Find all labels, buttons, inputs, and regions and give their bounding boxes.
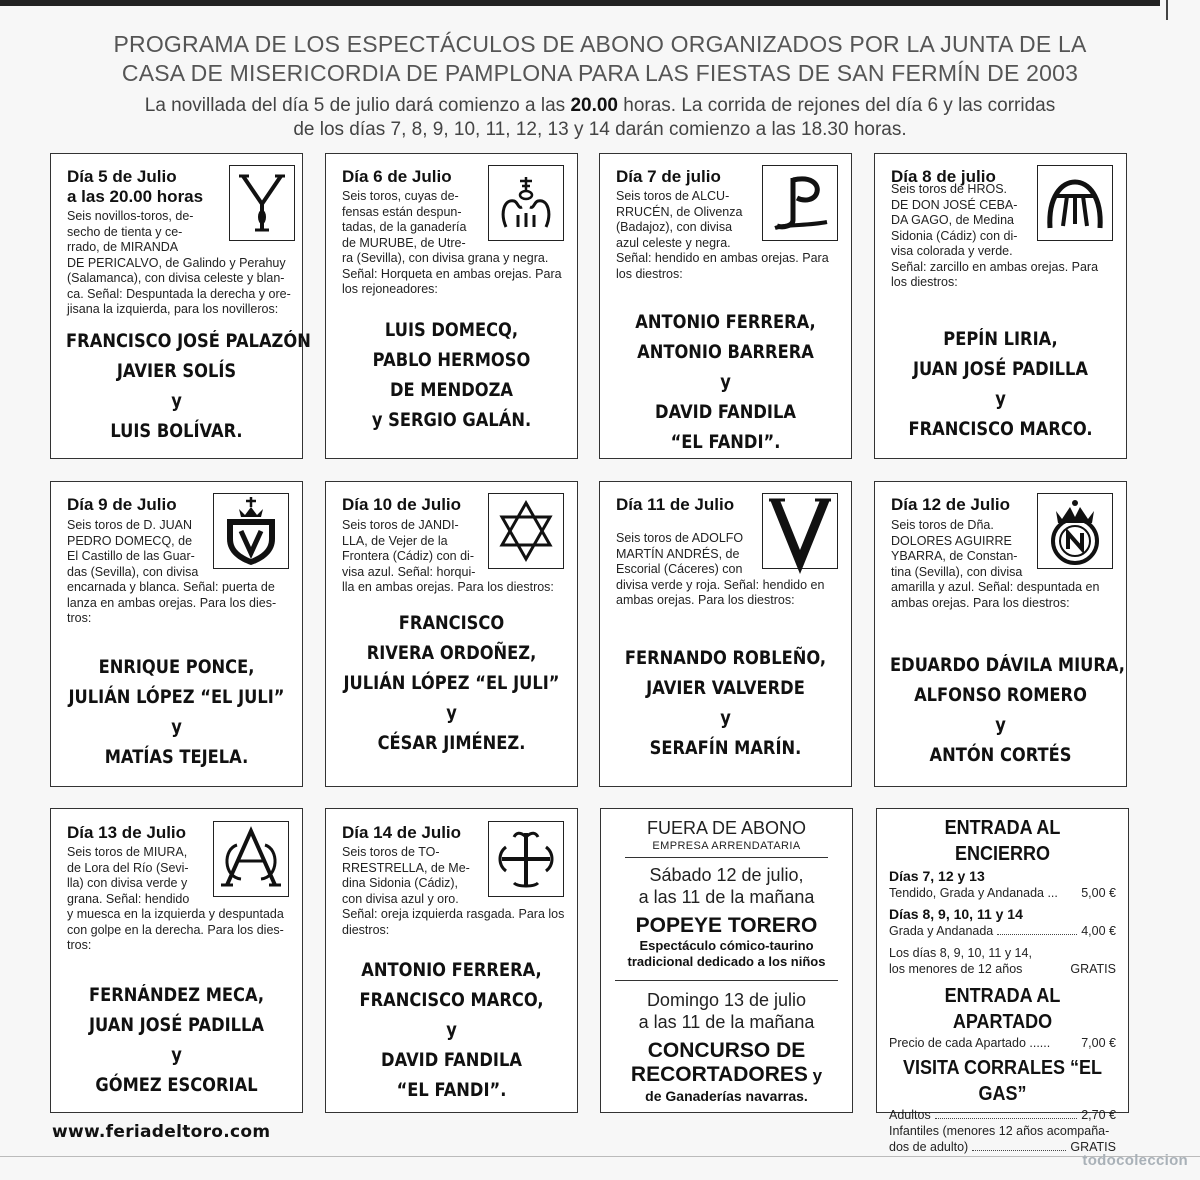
card-torero-names (615, 308, 836, 458)
description-line: encarnada y blanca. Señal: puerta de (67, 580, 275, 594)
bottom-rule (0, 1156, 1200, 1157)
description-line: DOLORES AGUIRRE (891, 533, 1012, 548)
event2-desc: de Ganaderías navarras. (645, 1088, 808, 1104)
event1-desc-1: Espectáculo cómico-taurino (639, 938, 814, 953)
event2-title-1: CONCURSO DE (647, 1039, 806, 1062)
description-line: con divisa azul y oro. (342, 891, 459, 906)
torero-name: JAVIER VALVERDE (646, 678, 805, 699)
description-line: tros: (67, 938, 92, 952)
card-day-title: Día 13 de Julio (67, 823, 187, 842)
card-description (342, 845, 565, 938)
torero-name: “EL FANDI”. (396, 1080, 507, 1101)
corrida-card (874, 153, 1127, 459)
conjunction: y (995, 715, 1006, 736)
event1-desc-2: tradicional dedicado a los niños (627, 954, 826, 969)
torero-name: ANTÓN CORTÉS (929, 745, 1072, 766)
description-line: El Castillo de las Guar- (67, 549, 195, 563)
torero-name: PABLO HERMOSO (372, 350, 531, 371)
description-line: Seis toros de ADOLFO (616, 531, 744, 545)
description-line: lanza en ambas orejas. Para los dies- (67, 595, 277, 610)
scan-edge-line (1166, 0, 1168, 20)
torero-name: EDUARDO DÁVILA MIURA, (890, 655, 1125, 676)
conjunction: y (171, 391, 182, 412)
description-line: los rejoneadores: (342, 282, 438, 296)
torero-name: SERAFÍN MARÍN. (649, 738, 802, 759)
torero-name: “EL FANDI”. (670, 432, 781, 453)
description-line: Señal: hendido en ambas orejas. Para (616, 251, 829, 265)
description-line: visa azul. Señal: horqui- (342, 564, 476, 579)
torero-name: JULIÁN LÓPEZ “EL JULI” (343, 673, 560, 694)
card-description (616, 189, 839, 282)
corrida-card (325, 153, 578, 459)
corrales-title: VISITA CORRALES “EL GAS” (902, 1057, 1103, 1105)
description-line: Señal: Horqueta en ambas orejas. Para (342, 266, 562, 281)
description-line: ra (Sevilla), con divisa grana y negra. (342, 251, 549, 265)
torero-name: RIVERA ORDOÑEZ, (366, 643, 537, 664)
card-torero-names (66, 981, 287, 1101)
torero-name: GÓMEZ ESCORIAL (95, 1075, 258, 1096)
card-torero-names (615, 644, 836, 764)
description-line: MARTÍN ANDRÉS, de (616, 546, 740, 561)
description-line: secho de tienta y ce- (67, 224, 183, 239)
torero-name: JAVIER SOLÍS (116, 361, 237, 382)
torero-name: FERNÁNDEZ MECA, (88, 985, 265, 1006)
description-line: (Badajoz), con divisa (616, 220, 733, 234)
torero-name: ANTONIO BARRERA (637, 342, 814, 363)
description-line: Sidonia (Cádiz) con di- (891, 228, 1018, 243)
title-line-2: CASA DE MISERICORDIA DE PAMPLONA PARA LAS FIESTAS DE SAN FERMÍN DE 2003 (121, 60, 1079, 86)
description-line: lla) con divisa verde y (67, 876, 188, 890)
description-line: fensas están despun- (342, 204, 462, 219)
event1-title: POPEYE TORERO (635, 914, 818, 937)
encierro-group1-row: Tendido, Grada y Andanada ... 5,00 € (889, 886, 1116, 900)
encierro-group3-row: los menores de 12 años GRATIS (889, 962, 1116, 976)
description-line: los diestros: (891, 275, 958, 289)
corrida-card (50, 153, 311, 459)
card-torero-names (66, 653, 287, 773)
description-line: das (Sevilla), con divisa (67, 564, 199, 579)
description-line: ambas orejas. Para los diestros: (616, 593, 795, 607)
card-description (616, 531, 839, 609)
description-line: y muesca en la izquierda y despuntada (67, 907, 284, 921)
corrida-card (325, 808, 578, 1113)
card-description (342, 518, 565, 596)
description-line: diestros: (342, 922, 390, 937)
conjunction: y (720, 372, 731, 393)
torero-name: JULIÁN LÓPEZ “EL JULI” (68, 687, 285, 708)
torero-name: LUIS DOMECQ, (384, 320, 519, 341)
card-torero-names (341, 609, 562, 759)
top-edge-bar (0, 0, 1200, 6)
torero-name: FRANCISCO JOSÉ PALAZÓN (66, 331, 311, 352)
event2-time: a las 11 de la mañana (638, 1012, 815, 1032)
description-line: Señal: zarcillo en ambas orejas. Para (891, 259, 1099, 274)
corrales-infantiles-line: Infantiles (menores 12 años acompaña- (889, 1124, 1110, 1138)
description-line: YBARRA, de Constan- (891, 549, 1018, 563)
schedule-line-2: de los días 7, 8, 9, 10, 11, 12, 13 y 14 darán comienzo a las 18.30 horas. (293, 119, 907, 140)
description-line: DE PERICALVO, de Galindo y Perahuy (67, 255, 286, 270)
card-torero-names (341, 316, 562, 436)
watermark: todocoleccion (1082, 1152, 1188, 1169)
description-line: PEDRO DOMECQ, de (67, 533, 193, 548)
card-torero-names (890, 325, 1111, 445)
torero-name: DAVID FANDILA (381, 1050, 522, 1071)
torero-name: FERNANDO ROBLEÑO, (624, 648, 827, 669)
description-line: visa colorada y verde. (891, 244, 1013, 258)
description-line: de MURUBE, de Utre- (342, 235, 466, 250)
card-torero-names (66, 327, 311, 447)
description-line: rrado, de MIRANDA (67, 240, 179, 254)
description-line: tina (Sevilla), con divisa (891, 564, 1023, 579)
event2-title-2: RECORTADORES y (630, 1063, 823, 1086)
conjunction: y (995, 389, 1006, 410)
conjunction: y (171, 1045, 182, 1066)
torero-name: DAVID FANDILA (655, 402, 796, 423)
description-line: Seis toros de MIURA, (67, 845, 188, 859)
fuera-de-abono-heading: FUERA DE ABONO (646, 818, 807, 838)
description-line: Señal: oreja izquierda rasgada. Para los (342, 907, 565, 921)
torero-name: CÉSAR JIMÉNEZ. (377, 733, 526, 754)
description-line: ca. Señal: Despuntada la derecha y ore- (67, 286, 291, 301)
event1-time: a las 11 de la mañana (638, 887, 815, 907)
encierro-group2-row: Grada y Andanada 4,00 € (889, 924, 1116, 938)
conjunction: y (720, 708, 731, 729)
encierro-group2-heading: Días 8, 9, 10, 11 y 14 (889, 906, 1023, 922)
description-line: Seis novillos-toros, de- (67, 209, 194, 223)
torero-name: FRANCISCO MARCO. (908, 419, 1093, 440)
description-line: Seis toros de JANDI- (342, 518, 459, 532)
description-line: amarilla y azul. Señal: despuntada en (891, 580, 1100, 594)
description-line: RRESTRELLA, de Me- (342, 860, 470, 875)
description-line: DE DON JOSÉ CEBA- (891, 197, 1018, 212)
description-line: DA GAGO, de Medina (891, 213, 1014, 227)
description-line: lla en ambas orejas. Para los diestros: (342, 580, 554, 594)
description-line: ambas orejas. Para los diestros: (891, 595, 1070, 610)
card-day-title: Día 10 de Julio (342, 495, 462, 514)
torero-name: JUAN JOSÉ PADILLA (88, 1015, 265, 1036)
conjunction: y (446, 1020, 457, 1041)
torero-name: ENRIQUE PONCE, (98, 657, 255, 678)
torero-name: ANTONIO FERRERA, (635, 312, 816, 333)
event1-date: Sábado 12 de julio, (649, 865, 804, 885)
card-description (67, 518, 290, 627)
apartado-row: Precio de cada Apartado ...... 7,00 € (889, 1036, 1116, 1050)
prices-card (876, 808, 1129, 1154)
card-day-title: Día 9 de Julio (67, 495, 177, 514)
apartado-title: ENTRADA AL APARTADO (944, 985, 1061, 1033)
card-description (891, 518, 1114, 611)
encierro-title: ENTRADA AL ENCIERRO (944, 817, 1061, 865)
description-line: (Salamanca), con divisa celeste y blan- (67, 271, 285, 285)
corrales-infantiles-row: dos de adulto) GRATIS (889, 1140, 1116, 1154)
description-line: tadas, de la ganadería (342, 220, 467, 234)
conjunction: y (171, 717, 182, 738)
description-line: Frontera (Cádiz) con di- (342, 549, 474, 563)
card-torero-names (341, 956, 562, 1106)
card-day-time: a las 20.00 horas (67, 187, 204, 206)
corrida-card (50, 808, 303, 1113)
card-day-title: Día 12 de Julio (891, 495, 1011, 514)
torero-name: FRANCISCO MARCO, (359, 990, 544, 1011)
card-description (67, 845, 290, 954)
description-line: Seis toros de ALCU- (616, 189, 730, 203)
card-day-title: Día 14 de Julio (342, 823, 462, 842)
torero-name: JUAN JOSÉ PADILLA (912, 359, 1089, 380)
description-line: divisa verde y roja. Señal: hendido en (616, 577, 825, 592)
description-line: dina Sidonia (Cádiz), (342, 876, 459, 890)
title-line-1: PROGRAMA DE LOS ESPECTÁCULOS DE ABONO ORGANIZADOS POR LA JUNTA DE LA (113, 31, 1087, 57)
torero-name: LUIS BOLÍVAR. (110, 421, 243, 442)
empresa-label: EMPRESA ARRENDATARIA (652, 840, 801, 852)
corrida-card (874, 481, 1127, 787)
divider (615, 980, 838, 981)
card-day-title: Día 8 de julio (891, 167, 996, 186)
card-day-title: Día 5 de Julio (67, 167, 177, 186)
schedule-line-1: La novillada del día 5 de julio dará comienzo a las 20.00 horas. La corrida de rejones del día 6 y las corridas (144, 95, 1056, 116)
corrales-adultos-row: Adultos 2,70 € (889, 1108, 1116, 1122)
torero-name: y SERGIO GALÁN. (371, 410, 532, 431)
card-description (891, 182, 1114, 291)
encierro-group1-heading: Días 7, 12 y 13 (889, 868, 985, 884)
torero-name: ALFONSO ROMERO (914, 685, 1087, 706)
conjunction: y (446, 703, 457, 724)
description-line: Seis toros de D. JUAN (67, 518, 193, 532)
torero-name: DE MENDOZA (389, 380, 514, 401)
description-line: de Lora del Río (Sevi- (67, 860, 189, 875)
encierro-group3-line: Los días 8, 9, 10, 11 y 14, (889, 946, 1032, 960)
corrida-card (50, 481, 303, 787)
description-line: con golpe en la derecha. Para los dies- (67, 922, 284, 937)
torero-name: ANTONIO FERRERA, (361, 960, 542, 981)
corrida-card (599, 481, 852, 787)
torero-name: PEPÍN LIRIA, (943, 329, 1058, 350)
divider (625, 857, 828, 858)
corrida-card (599, 153, 852, 459)
description-line: jisana la izquierda, para los novilleros: (67, 302, 279, 316)
website-link[interactable]: www.feriadeltoro.com (52, 1122, 271, 1142)
event2-date: Domingo 13 de julio (646, 990, 807, 1010)
description-line: los diestros: (616, 266, 683, 281)
description-line: azul celeste y negra. (616, 235, 731, 250)
torero-name: FRANCISCO (398, 613, 505, 634)
fuera-de-abono-card (600, 808, 853, 1113)
description-line: LLA, de Vejer de la (342, 533, 448, 548)
description-line: tros: (67, 611, 92, 625)
description-line: grana. Señal: hendido (67, 891, 190, 906)
description-line: Escorial (Cáceres) con (616, 562, 743, 576)
card-day-title: Día 6 de Julio (342, 167, 452, 186)
torero-name: MATÍAS TEJELA. (104, 747, 249, 768)
program-header (20, 30, 1180, 142)
card-day-title: Día 11 de Julio (616, 495, 735, 514)
description-line: Seis toros de HROS. (891, 182, 1008, 196)
corrida-card (325, 481, 578, 787)
card-description (342, 189, 565, 298)
description-line: Seis toros de TO- (342, 845, 440, 859)
card-day-title: Día 7 de julio (616, 167, 721, 186)
card-description (67, 209, 290, 318)
card-torero-names (890, 651, 1125, 771)
description-line: Seis toros de Dña. (891, 518, 994, 532)
description-line: RRUCÉN, de Olivenza (616, 204, 743, 219)
description-line: Seis toros, cuyas de- (342, 189, 459, 203)
